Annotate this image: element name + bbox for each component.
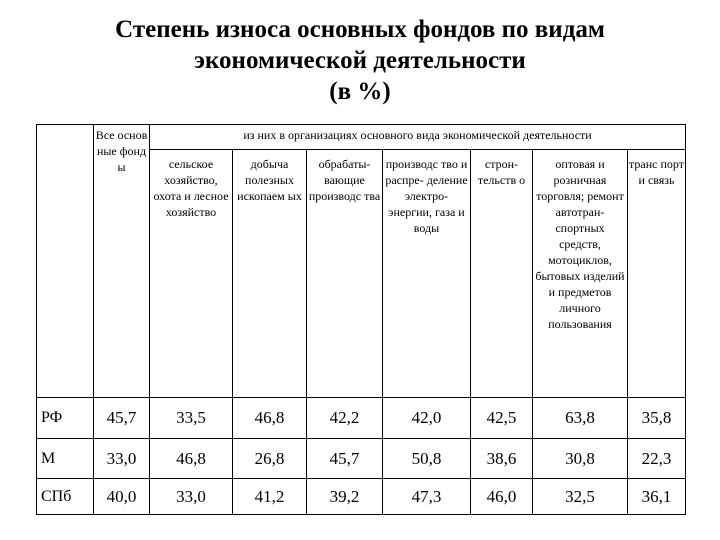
table-row [37,398,686,439]
value-cell: 46,0 [471,479,533,515]
value-cell: 40,0 [94,479,150,515]
header-col-construction: строн- тельств о [471,150,533,398]
value-cell: 63,8 [533,398,628,439]
value-cell: 42,5 [471,398,533,439]
value-cell: 30,8 [533,439,628,479]
value-cell: 38,6 [471,439,533,479]
value-cell: 36,1 [628,479,686,515]
title-line-2: экономической деятельности [194,47,526,74]
corner-cell [37,125,94,398]
value-cell: 46,8 [233,398,307,439]
header-col-mining: добыча полезных ископаем ых [233,150,307,398]
header-all-funds: Все основ ные фонд ы [94,125,150,398]
depreciation-table [36,124,686,515]
header-col-agriculture: сельское хозяйство, охота и лесное хозяйство [150,150,233,398]
value-cell: 39,2 [307,479,383,515]
value-cell: 45,7 [94,398,150,439]
row-label: М [37,439,94,479]
header-col-transport: транс порт и связь [628,150,686,398]
value-cell: 47,3 [383,479,471,515]
value-cell: 42,0 [383,398,471,439]
value-cell: 33,5 [150,398,233,439]
header-subheader: из них в организациях основного вида экономической деятельности [150,125,686,150]
value-cell: 33,0 [94,439,150,479]
value-cell: 45,7 [307,439,383,479]
header-col-manufacturing: обрабаты- вающие производс тва [307,150,383,398]
value-cell: 42,2 [307,398,383,439]
value-cell: 32,5 [533,479,628,515]
value-cell: 41,2 [233,479,307,515]
row-label: РФ [37,398,94,439]
row-label: СПб [37,479,94,515]
title-line-3: (в %) [329,78,391,105]
value-cell: 33,0 [150,479,233,515]
table-row [37,439,686,479]
value-cell: 22,3 [628,439,686,479]
value-cell: 46,8 [150,439,233,479]
value-cell: 26,8 [233,439,307,479]
value-cell: 35,8 [628,398,686,439]
page-title [0,14,720,107]
title-line-1: Степень износа основных фондов по видам [115,16,605,43]
table-row [37,479,686,515]
value-cell: 50,8 [383,439,471,479]
header-col-trade: оптовая и розничная торговля; ремонт автотран- спортных средств, мотоциклов, бытовых изделий и предметов личного пользования [533,150,628,398]
header-col-energy: производс тво и распре- деление электро- энергии, газа и воды [383,150,471,398]
